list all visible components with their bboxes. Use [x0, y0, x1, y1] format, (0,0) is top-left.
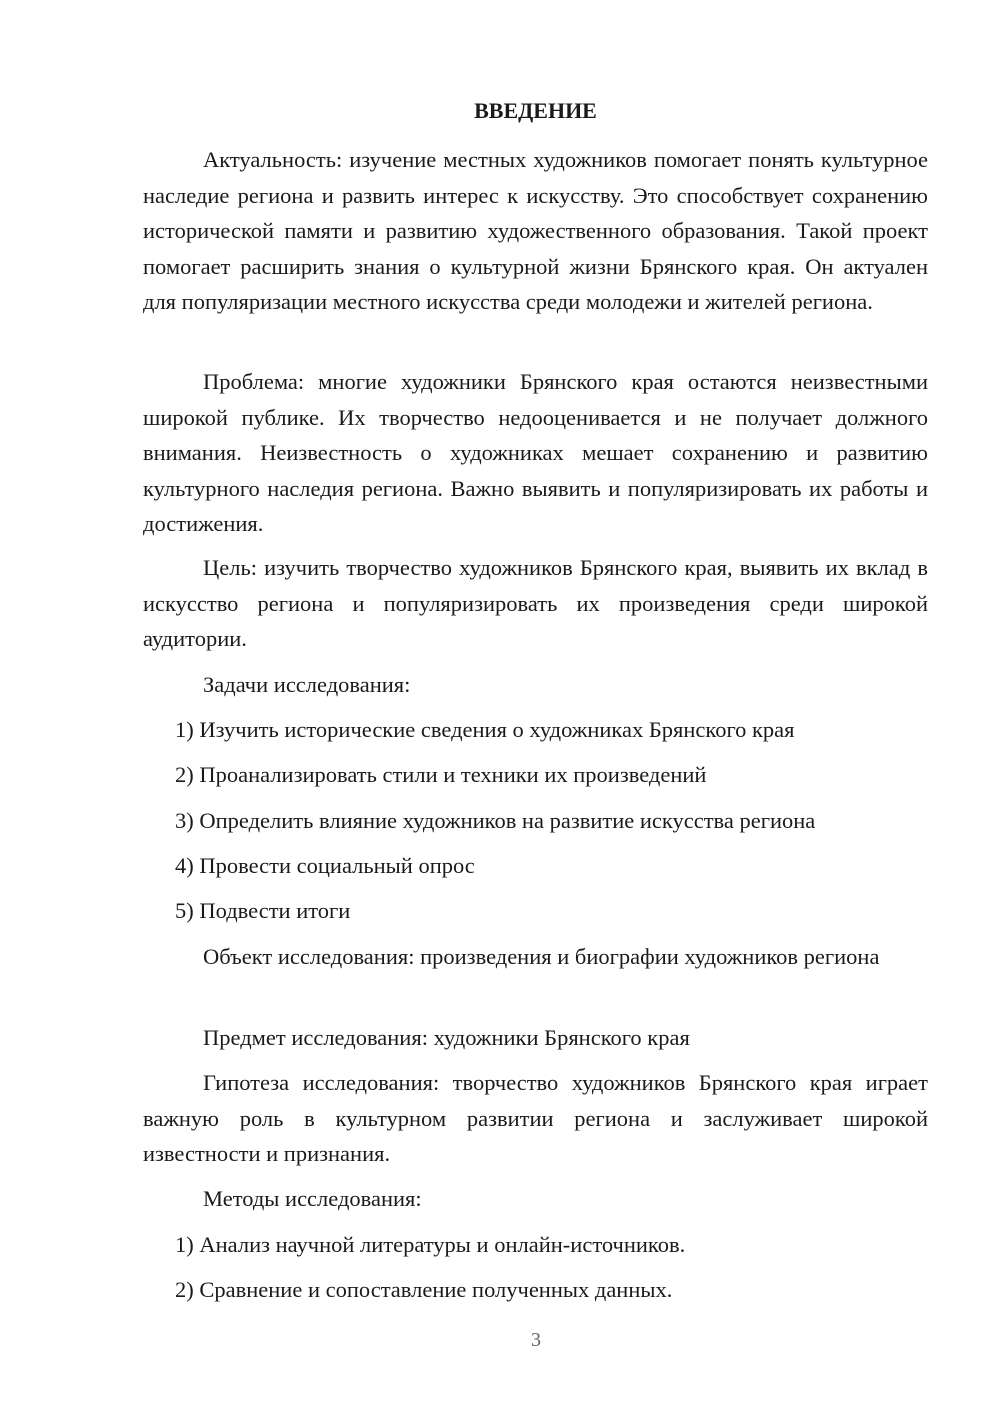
paragraph-goal: Цель: изучить творчество художников Брянского края, выявить их вклад в искусство региона и популяризировать их произведения среди широкой аудитории.	[143, 555, 928, 651]
paragraph-hypothesis: Гипотеза исследования: творчество художников Брянского края играет важную роль в культурном развитии региона и заслуживает широкой известности и признания.	[143, 1070, 928, 1166]
paragraph-relevance: Актуальность: изучение местных художников помогает понять культурное наследие региона и развить интерес к искусству. Это способствует сохранению исторической памяти и развитию художественного образования. Такой проект помогает расширить знания о культурной жизни Брянского края. Он актуален для популяризации местного искусства среди молодежи и жителей региона.	[143, 147, 928, 314]
method-item-2: 2) Сравнение и сопоставление полученных данных.	[175, 1277, 673, 1302]
methods-heading: Методы исследования:	[203, 1186, 422, 1211]
task-item-5: 5) Подвести итоги	[175, 898, 351, 923]
task-item-1: 1) Изучить исторические сведения о художниках Брянского края	[175, 717, 795, 742]
section-heading: ВВЕДЕНИЕ	[474, 98, 597, 123]
task-item-4: 4) Провести социальный опрос	[175, 853, 475, 878]
method-item-1: 1) Анализ научной литературы и онлайн-источников.	[175, 1232, 686, 1257]
paragraph-object: Объект исследования: произведения и биографии художников региона	[203, 944, 880, 969]
task-item-3: 3) Определить влияние художников на развитие искусства региона	[175, 808, 816, 833]
paragraph-problem: Проблема: многие художники Брянского края остаются неизвестными широкой публике. Их творчество недооценивается и не получает должного внимания. Неизвестность о художниках мешает сохранению и развитию культурного наследия региона. Важно выявить и популяризировать их работы и достижения.	[143, 369, 928, 536]
tasks-heading: Задачи исследования:	[203, 672, 411, 697]
paragraph-subject: Предмет исследования: художники Брянского края	[203, 1025, 690, 1050]
page-number: 3	[531, 1329, 541, 1351]
task-item-2: 2) Проанализировать стили и техники их произведений	[175, 762, 707, 787]
